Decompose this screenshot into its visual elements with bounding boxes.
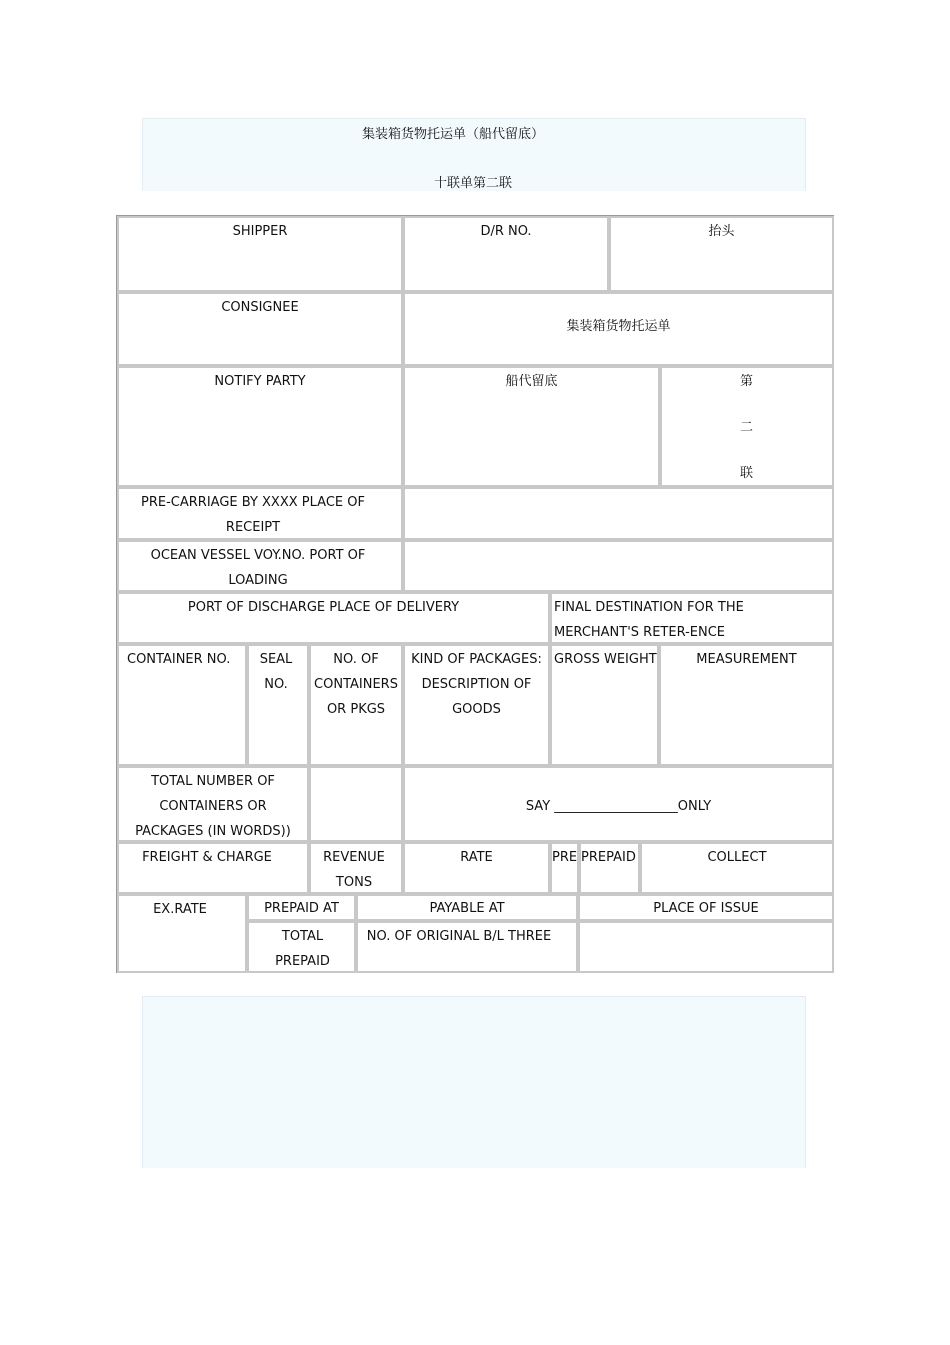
letterhead-field[interactable]	[609, 216, 834, 292]
page-subtitle: 十联单第二联	[433, 176, 512, 191]
collect-label: COLLECT	[707, 850, 767, 865]
dr-no-field[interactable]	[403, 216, 609, 292]
shipper-label: SHIPPER	[232, 224, 288, 239]
container-no-label: CONTAINER NO.	[127, 652, 231, 667]
gross-weight-label: GROSS WEIGHT	[554, 652, 657, 667]
original-bl-label: NO. OF ORIGINAL B/L THREE	[366, 929, 552, 944]
letterhead-label: 抬头	[708, 224, 735, 239]
collect-field[interactable]	[640, 842, 834, 894]
dr-no-label: D/R NO.	[480, 224, 532, 239]
seal-no-label: SEAL NO.	[259, 652, 293, 692]
shipper-field[interactable]	[117, 216, 403, 292]
place-of-issue-field[interactable]	[578, 894, 834, 921]
say-only-label: SAY ___________________ONLY	[525, 799, 712, 814]
seal-no-field[interactable]	[247, 644, 309, 766]
header-box	[142, 118, 806, 191]
rate-field[interactable]	[403, 842, 550, 894]
doc-title-cell	[403, 292, 834, 366]
say-only-field[interactable]	[403, 766, 834, 842]
place-of-issue-value[interactable]	[578, 921, 834, 973]
ex-rate-field[interactable]	[117, 894, 247, 973]
prepaid-label: PREPAID	[581, 850, 636, 865]
port-discharge-field[interactable]	[117, 592, 550, 644]
consignee-label: CONSIGNEE	[221, 300, 299, 315]
kind-packages-field[interactable]	[403, 644, 550, 766]
revenue-tons-label: REVENUE TONS	[323, 850, 385, 890]
pre-carriage-label: PRE-CARRIAGE BY XXXX PLACE OF RECEIPT	[141, 495, 365, 535]
copy-char-1: 第	[739, 374, 753, 389]
ex-rate-label: EX.RATE	[153, 902, 207, 917]
port-discharge-label: PORT OF DISCHARGE PLACE OF DELIVERY	[187, 600, 460, 615]
prepaid-at-field[interactable]	[247, 894, 356, 921]
total-number-label: TOTAL NUMBER OF CONTAINERS OR PACKAGES (IN WORDS))	[135, 774, 291, 839]
final-destination-label: FINAL DESTINATION FOR THE MERCHANT'S RETER-ENCE	[554, 600, 744, 640]
payable-at-label: PAYABLE AT	[429, 901, 505, 916]
pre-carriage-field[interactable]	[117, 487, 403, 540]
no-containers-label: NO. OF CONTAINERS OR PKGS	[314, 652, 398, 717]
pre-carriage-value[interactable]	[403, 487, 834, 540]
copy-char-2: 二	[739, 420, 753, 435]
prepaid-field[interactable]	[579, 842, 640, 894]
final-destination-field[interactable]	[550, 592, 834, 644]
ocean-vessel-label: OCEAN VESSEL VOY.NO. PORT OF LOADING	[150, 548, 366, 588]
total-prepaid-field[interactable]	[247, 921, 356, 973]
total-number-field[interactable]	[117, 766, 309, 842]
revenue-tons-field[interactable]	[309, 842, 403, 894]
shipping-order-form	[116, 215, 834, 973]
container-no-field[interactable]	[117, 644, 247, 766]
agent-copy-cell	[403, 366, 660, 487]
notify-party-label: NOTIFY PARTY	[214, 374, 306, 389]
payable-at-field[interactable]	[356, 894, 578, 921]
copy-char-3: 联	[739, 466, 753, 481]
freight-charge-label: FREIGHT & CHARGE	[142, 850, 272, 865]
agent-copy-label: 船代留底	[505, 374, 558, 389]
measurement-label: MEASUREMENT	[696, 652, 797, 667]
place-of-issue-label: PLACE OF ISSUE	[653, 901, 759, 916]
pre-label: PRE	[552, 850, 578, 865]
measurement-field[interactable]	[659, 644, 834, 766]
gross-weight-field[interactable]	[550, 644, 659, 766]
pre-field[interactable]	[550, 842, 579, 894]
ocean-vessel-field[interactable]	[117, 540, 403, 592]
page-title: 集装箱货物托运单（船代留底）	[361, 127, 544, 142]
original-bl-field[interactable]	[356, 921, 578, 973]
freight-charge-field[interactable]	[117, 842, 309, 894]
kind-packages-label: KIND OF PACKAGES: DESCRIPTION OF GOODS	[411, 652, 542, 717]
prepaid-at-label: PREPAID AT	[264, 901, 339, 916]
consignee-field[interactable]	[117, 292, 403, 366]
total-number-value[interactable]	[309, 766, 403, 842]
ocean-vessel-value[interactable]	[403, 540, 834, 592]
doc-title: 集装箱货物托运单	[566, 319, 671, 334]
footer-box	[142, 996, 806, 1168]
rate-label: RATE	[460, 850, 493, 865]
notify-party-field[interactable]	[117, 366, 403, 487]
no-containers-field[interactable]	[309, 644, 403, 766]
copy-number-cell	[660, 366, 834, 487]
total-prepaid-label: TOTAL PREPAID	[275, 929, 330, 969]
